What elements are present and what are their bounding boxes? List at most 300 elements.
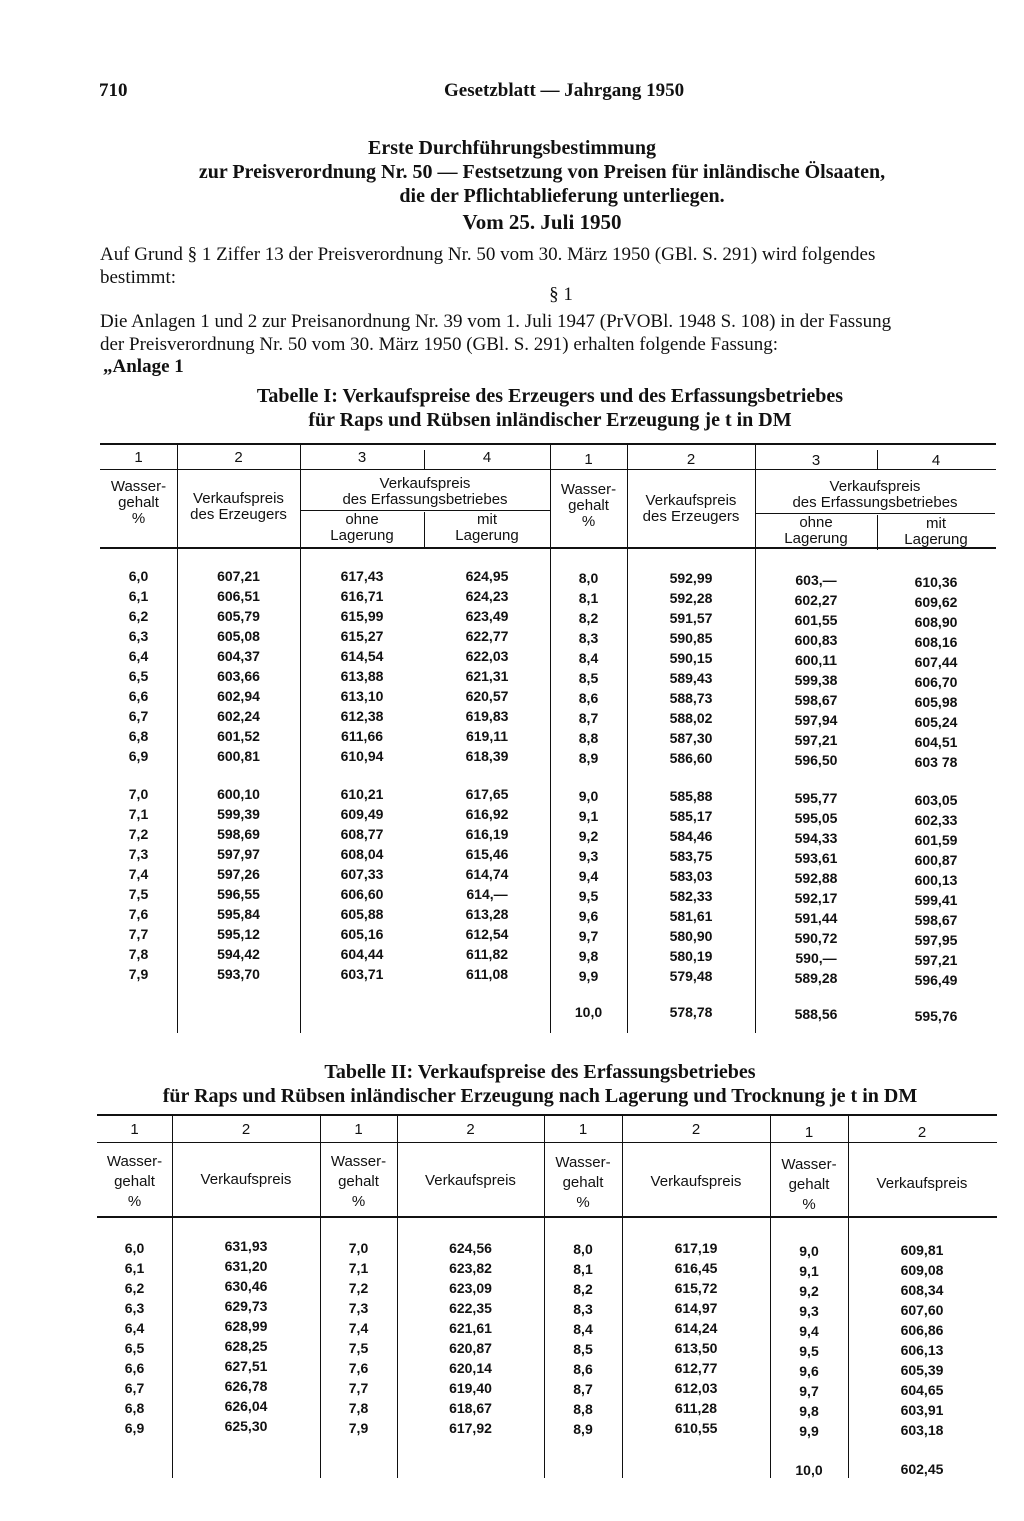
table2-colnum: 2 [691,1121,701,1138]
table1-cell: 617,43 [340,568,384,584]
table2-colnum: 1 [804,1124,814,1141]
table2-cell: 628,99 [224,1318,268,1334]
table2-cell: 9,1 [799,1263,819,1279]
table1-col-wasser-right [550,568,627,1022]
table2-cell: 6,1 [124,1260,145,1276]
table2-cell: 6,6 [124,1360,145,1376]
table1-cell: 608,16 [914,634,958,650]
table1-col-ohne-right [755,570,877,1024]
table2-cell: 9,8 [799,1403,819,1419]
table1-top-rule [100,443,996,445]
table2-cell: 7,5 [348,1340,369,1356]
table2-cell: 9,2 [799,1283,819,1299]
table1-cell: 605,98 [914,694,958,710]
table1-cell: 602,94 [217,688,260,704]
table1-cell: 592,99 [669,570,713,586]
table2-cell: 614,97 [674,1300,718,1316]
table1-cell: 581,61 [669,908,713,924]
section-mark: § 1 [549,284,573,305]
table1-cell: 609,62 [914,594,958,610]
table1-cell: 603,05 [914,792,958,808]
table1-cell: 8,0 [578,570,599,586]
table2-cell: 613,50 [674,1340,718,1356]
table1-cell: 591,44 [794,910,838,926]
table1-cell: 9,7 [578,928,599,944]
table2-cell: 8,5 [573,1341,593,1357]
table1-cell: 7,7 [128,926,149,942]
table1-cell: 597,95 [914,932,958,948]
table1-cell: 610,36 [914,574,958,590]
table1-cell: 600,11 [794,652,838,668]
table2-cell: 614,24 [674,1320,718,1336]
intro-line-1: Auf Grund § 1 Ziffer 13 der Preisverordnung Nr. 50 vom 30. März 1950 (GBl. S. 291) wird folgendes [100,244,876,265]
table2-cell: 606,13 [900,1342,944,1358]
table2-cell: 609,81 [900,1242,944,1258]
table1-cell: 600,81 [217,748,260,764]
table1-cell: 615,46 [465,846,509,862]
table2-cell: 6,7 [124,1380,145,1396]
table2-cell: 9,5 [799,1343,819,1359]
table1-cell: 588,56 [794,1006,838,1022]
table2-col-wasser-2 [320,1238,397,1438]
table2-cell: 618,67 [449,1400,492,1416]
table2-cell: 603,18 [900,1422,944,1438]
table1-cell: 597,21 [794,732,838,748]
table2-cell: 626,04 [224,1398,268,1414]
table1-cell: 605,88 [340,906,384,922]
table1-cell: 593,70 [217,966,260,982]
table1-cell: 595,77 [794,790,838,806]
table1-cell: 590,— [795,950,837,966]
table1-sub-rule-right [755,513,995,514]
table2-cell: 628,25 [224,1338,268,1354]
table1-cell: 595,84 [217,906,260,922]
table1-cell: 608,90 [914,614,958,630]
table1-cell: 599,39 [217,806,260,822]
table1-cell: 597,97 [217,846,260,862]
table1-cell: 7,2 [128,826,149,842]
table2-cell: 631,20 [224,1258,268,1274]
table1-cell: 588,73 [669,690,713,706]
table1-cell: 605,08 [217,628,260,644]
table1-cell: 9,2 [578,828,599,844]
table1-colnum: 1 [584,451,593,468]
table1-cell: 624,23 [465,588,509,604]
table2-colnum: 2 [241,1121,251,1138]
table1-cell: 605,79 [217,608,260,624]
table1-colnum: 3 [811,452,821,469]
table2-cell: 6,2 [124,1280,145,1296]
table1-cell: 585,17 [669,808,713,824]
table1-cell: 604,51 [914,734,958,750]
table1-cell: 10,0 [574,1004,603,1020]
table2-cell: 605,39 [900,1362,944,1378]
table2-cell: 604,65 [900,1382,944,1398]
table1-cell: 614,— [466,886,508,902]
table1-cell: 580,19 [669,948,713,964]
table2-cell: 7,9 [348,1420,369,1436]
table2-colnum: 1 [130,1121,139,1138]
table2-cell: 623,82 [449,1260,492,1276]
table1-cell: 601,55 [794,612,838,628]
table2-header-rule [97,1216,997,1218]
running-title: Gesetzblatt — Jahrgang 1950 [444,80,685,101]
table2-cell: 630,46 [224,1278,268,1294]
table1-cell: 620,57 [465,688,509,704]
table1-cell: 593,61 [794,850,838,866]
table1-cell: 623,49 [465,608,509,624]
table2-cell: 7,1 [348,1260,369,1276]
table2-cell: 610,55 [674,1420,718,1436]
table2-cell: 7,3 [348,1300,369,1316]
table2-cell: 617,92 [449,1420,492,1436]
table1-cell: 584,46 [669,828,713,844]
table1-cell: 7,3 [128,846,149,862]
table1-cell: 6,4 [128,648,149,664]
table1-cell: 610,21 [340,786,384,802]
table1-cell: 619,83 [465,708,509,724]
table1-cell: 605,24 [914,714,958,730]
table1-header-ohne: ohne Lagerung [784,514,848,547]
table1-cell: 580,90 [669,928,713,944]
table1-cell: 614,74 [465,866,509,882]
table1-cell: 7,6 [128,906,149,922]
intro-line-2: bestimmt: [100,267,176,288]
table2-col-preis-2 [397,1238,544,1438]
page-number: 710 [99,80,128,101]
table1-cell: 615,27 [340,628,384,644]
table1-title-1: Tabelle I: Verkaufspreise des Erzeugers und des Erfassungsbetriebes [256,385,844,407]
table2-cell: 617,19 [674,1240,718,1256]
table2-cell: 620,14 [449,1360,492,1376]
heading-line-3: die der Pflichtablieferung unterliegen. [399,185,725,207]
table1-header-wasser: Wasser- gehalt % [110,478,167,527]
table2-cell: 620,87 [449,1340,492,1356]
table1-cell: 7,4 [128,866,149,882]
table2-colnum: 2 [466,1121,475,1138]
table2-cell: 602,45 [900,1461,944,1477]
table2-header-vkp: Verkaufspreis [876,1175,968,1192]
table2-cell: 7,0 [348,1240,369,1256]
table1-cell: 8,8 [578,730,599,746]
table1-cell: 604,44 [340,946,384,962]
table1-cell: 597,21 [914,952,958,968]
table1-cell: 589,28 [794,970,838,986]
table1-cell: 604,37 [217,648,260,664]
table1-cell: 591,57 [669,610,713,626]
table1-cell: 612,54 [465,926,509,942]
table2-cell: 7,2 [348,1280,369,1296]
table2-cell: 609,08 [900,1262,944,1278]
table1-cell: 613,88 [340,668,384,684]
table2-cell: 7,8 [348,1400,369,1416]
table2-cell: 622,35 [449,1300,492,1316]
table2-cell: 6,9 [124,1420,145,1436]
table1-cell: 611,08 [465,966,509,982]
table2-cell: 6,3 [124,1300,145,1316]
table2-cell: 611,28 [674,1400,718,1416]
table1-cell: 7,5 [128,886,149,902]
table2-header-vkp: Verkaufspreis [200,1171,292,1188]
table1-cell: 601,59 [914,832,958,848]
table1-cell: 600,13 [914,872,958,888]
table2-cell: 8,6 [573,1361,593,1377]
table1-cell: 608,77 [340,826,384,842]
table1-cell: 607,21 [217,568,260,584]
table1-header-vkp-erzeuger: Verkaufspreis des Erzeugers [190,490,287,523]
table1-cell: 599,38 [794,672,838,688]
table1-col-mit-right [877,572,995,1026]
table1-cell: 611,66 [340,728,384,744]
table2-col-wasser-1 [97,1238,172,1438]
table1-cell: 617,65 [465,786,509,802]
table1-header-ohne: ohne Lagerung [330,511,394,544]
table1-cell: 603,— [795,572,837,588]
table1-cell: 613,10 [340,688,384,704]
table2-cell: 9,6 [799,1363,819,1379]
table1-sub-rule-left [300,510,550,511]
table2-header-vkp: Verkaufspreis [425,1172,516,1189]
table2-colnum: 2 [917,1124,927,1141]
table1-cell: 596,49 [914,972,958,988]
table2-cell: 612,03 [674,1380,718,1396]
table2-cell: 7,4 [348,1320,369,1336]
table1-header-rule [100,547,996,549]
table1-header-mit: mit Lagerung [455,511,519,544]
table1-colnum: 4 [931,452,941,469]
table1-cell: 586,60 [669,750,713,766]
table1-cell: 6,7 [128,708,149,724]
table1-cell: 612,38 [340,708,384,724]
table1-header-vkp-erfassung: Verkaufspreis des Erfassungsbetriebes [792,478,958,511]
table2-cell: 9,3 [799,1303,819,1319]
body-line-2: der Preisverordnung Nr. 50 vom 30. März 1950 (GBl. S. 291) erhalten folgende Fassung: [100,334,779,355]
table2-col-wasser-4 [770,1241,848,1480]
table2-cell: 631,93 [224,1238,268,1254]
table1-cell: 8,6 [578,690,599,706]
table1-cell: 7,9 [128,966,149,982]
table1-cell: 616,19 [465,826,509,842]
table1-cell: 589,43 [669,670,713,686]
table2-cell: 621,61 [449,1320,492,1336]
table1-cell: 592,17 [794,890,838,906]
table1-cell: 8,1 [578,590,599,606]
table1-colnum: 1 [134,449,143,466]
table1-cell: 608,04 [340,846,384,862]
table1-cell: 602,27 [794,592,838,608]
table1-cell: 600,83 [794,632,838,648]
table2-cell: 629,73 [224,1298,268,1314]
table1-cell: 9,6 [578,908,599,924]
table1-cell: 603,66 [217,668,260,684]
table1-colnum: 3 [357,449,367,466]
table1-cell: 594,33 [794,830,838,846]
table2-cell: 9,4 [799,1323,819,1339]
table1-cell: 624,95 [465,568,509,584]
table2-cell: 626,78 [224,1378,268,1394]
table1-cell: 8,4 [578,650,599,666]
table1-cell: 582,33 [669,888,713,904]
table1-cell: 613,28 [465,906,509,922]
table1-cell: 618,39 [465,748,509,764]
table1-col-mit-left [424,566,550,984]
table1-cell: 616,92 [465,806,509,822]
table1-cell: 6,6 [128,688,149,704]
table1-cell: 9,0 [578,788,599,804]
table1-cell: 615,99 [340,608,384,624]
table2-cell: 8,9 [573,1421,593,1437]
table2-cell: 603,91 [900,1402,944,1418]
table1-cell: 592,88 [794,870,838,886]
table1-cell: 8,5 [578,670,599,686]
table2-cell: 6,5 [124,1340,145,1356]
table1-colnum: 2 [686,451,696,468]
table1-cell: 610,94 [340,748,384,764]
table1-cell: 579,48 [669,968,713,984]
table1-col-ohne-left [300,566,424,984]
table1-cell: 8,9 [578,750,599,766]
table2-cell: 8,0 [573,1241,593,1257]
table2-cell: 612,77 [674,1360,718,1376]
table1-cell: 9,5 [578,888,599,904]
table1-cell: 9,9 [578,968,599,984]
table1-cell: 606,51 [217,588,260,604]
table1-cell: 590,85 [669,630,713,646]
table1-cell: 583,75 [669,848,713,864]
table1-cell: 602,33 [914,812,958,828]
table2-cell: 8,4 [573,1321,593,1337]
table1-cell: 588,02 [669,710,713,726]
table2-colnum-rule [97,1142,997,1143]
table1-cell: 595,12 [217,926,260,942]
table1-cell: 622,03 [465,648,509,664]
table1-cell: 7,0 [128,786,149,802]
table1-cell: 6,1 [128,588,149,604]
table1-cell: 7,8 [128,946,149,962]
table1-cell: 599,41 [914,892,958,908]
table1-cell: 616,71 [340,588,384,604]
table1-cell: 606,70 [914,674,958,690]
heading-line-2: zur Preisverordnung Nr. 50 — Festsetzung von Preisen für inländische Ölsaaten, [198,161,886,183]
table1-cell: 614,54 [340,648,384,664]
table1-cell: 602,24 [217,708,260,724]
table1-cell: 583,03 [669,868,713,884]
table1-cell: 597,94 [794,712,838,728]
table1-cell: 603 78 [914,754,958,770]
table2-title-1: Tabelle II: Verkaufspreise des Erfassungsbetriebes [324,1061,756,1083]
table2-cell: 616,45 [674,1260,718,1276]
table2-cell: 608,34 [900,1282,944,1298]
table2-cell: 607,60 [900,1302,944,1318]
table1-cell: 9,4 [578,868,599,884]
table1-cell: 609,49 [340,806,384,822]
table1-cell: 6,5 [128,668,149,684]
table1-col-erzeuger-right [627,568,755,1022]
table2-col-wasser-3 [544,1239,622,1439]
table2-cell: 8,7 [573,1381,593,1397]
table1-cell: 6,0 [128,568,149,584]
table2-col-preis-3 [622,1238,770,1438]
heading-date: Vom 25. Juli 1950 [462,210,622,234]
table2-cell: 627,51 [224,1358,268,1374]
table2-cell: 8,2 [573,1281,593,1297]
table1-cell: 6,3 [128,628,149,644]
table1-cell: 7,1 [128,806,149,822]
table1-cell: 8,3 [578,630,599,646]
table1-cell: 8,7 [578,710,599,726]
table1-cell: 598,69 [217,826,260,842]
table1-cell: 607,33 [340,866,384,882]
table1-cell: 594,42 [217,946,260,962]
table2-header-wasser: Wasser- gehalt % [106,1153,163,1210]
table1-cell: 598,67 [794,692,838,708]
table1-col-erzeuger-left [177,566,300,984]
table1-colnum-rule [100,469,996,470]
table1-cell: 587,30 [669,730,713,746]
table1-cell: 611,82 [465,946,509,962]
table2-cell: 623,09 [449,1280,492,1296]
body-line-1: Die Anlagen 1 und 2 zur Preisanordnung Nr. 39 vom 1. Juli 1947 (PrVOBl. 1948 S. 108) in der Fassung [100,311,892,332]
table2-cell: 6,4 [124,1320,145,1336]
table1-header-wasser: Wasser- gehalt % [560,481,617,530]
table1-header-mit: mit Lagerung [904,515,968,548]
table2-cell: 8,1 [573,1261,593,1277]
table2-cell: 606,86 [900,1322,944,1338]
table1-colnum: 2 [234,449,243,466]
table1-cell: 9,1 [578,808,599,824]
table2-cell: 6,0 [124,1240,145,1256]
table2-cell: 6,8 [124,1400,145,1416]
table1-cell: 590,72 [794,930,838,946]
table2-cell: 615,72 [674,1280,718,1296]
table1-cell: 598,67 [914,912,958,928]
table2-header-vkp: Verkaufspreis [650,1173,742,1190]
table2-colnum: 1 [578,1121,588,1138]
table2-cell: 8,8 [573,1401,593,1417]
table1-cell: 596,55 [217,886,260,902]
table2-cell: 625,30 [224,1418,268,1434]
table2-top-rule [97,1114,997,1116]
table2-cell: 624,56 [449,1240,492,1256]
table2-col-preis-4 [848,1240,996,1479]
table1-title-2: für Raps und Rübsen inländischer Erzeugung je t in DM [308,409,792,431]
heading-line-1: Erste Durchführungsbestimmung [368,137,656,159]
table1-header-vkp-erzeuger: Verkaufspreis des Erzeugers [642,492,740,525]
table1-cell: 9,3 [578,848,599,864]
table2-header-wasser: Wasser- gehalt % [781,1156,837,1213]
table2-header-wasser: Wasser- gehalt % [330,1153,387,1210]
table1-header-vkp-erfassung: Verkaufspreis des Erfassungsbetriebes [342,475,508,508]
table1-cell: 606,60 [340,886,384,902]
table1-cell: 596,50 [794,752,838,768]
anlage-label: „Anlage 1 [103,356,184,377]
table2-title-2: für Raps und Rübsen inländischer Erzeugung nach Lagerung und Trocknung je t in DM [162,1085,918,1107]
table2-colnum: 1 [354,1121,363,1138]
table1-cell: 595,76 [914,1008,958,1024]
table2-cell: 9,7 [799,1383,819,1399]
table1-cell: 6,9 [128,748,149,764]
table1-cell: 621,31 [465,668,509,684]
table1-cell: 6,2 [128,608,149,624]
table1-cell: 603,71 [340,966,384,982]
table1-cell: 9,8 [578,948,599,964]
table2-cell: 10,0 [795,1462,823,1478]
table1-cell: 600,10 [217,786,260,802]
table2-cell: 8,3 [573,1301,593,1317]
table2-col-preis-1 [172,1236,320,1436]
table1-cell: 8,2 [578,610,599,626]
table2-cell: 7,7 [348,1380,369,1396]
